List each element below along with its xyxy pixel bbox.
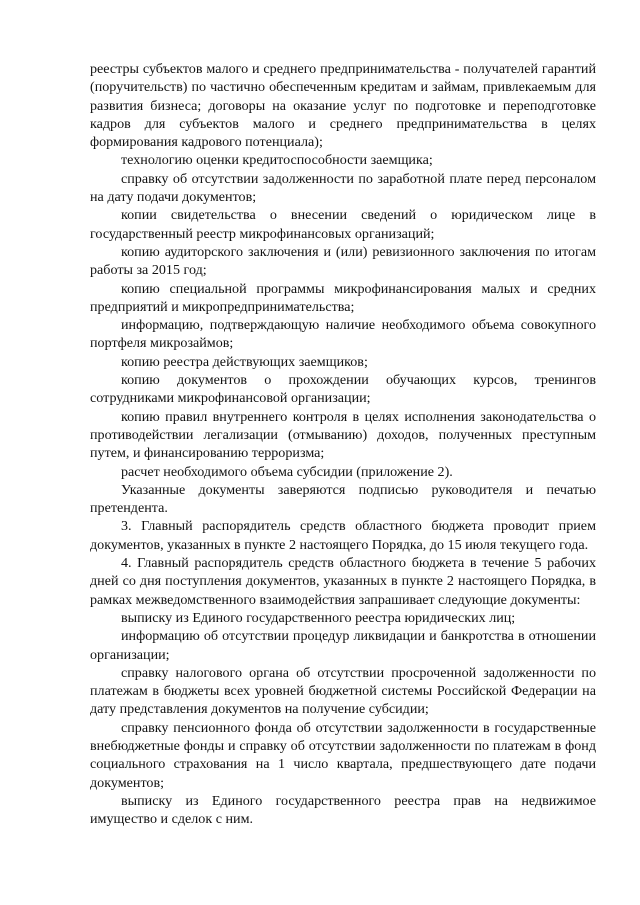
paragraph-portfolio-info: информацию, подтверждающую наличие необходимого объема совокупного портфеля микрозаймов; — [90, 317, 596, 352]
paragraph-item-4: 4. Главный распорядитель средств областного бюджета в течение 5 рабочих дней со дня поступления документов, указанных в пункте 2 настоящего Порядка, в рамках межведомственного взаимодействия запрашивает следующие документы: — [90, 555, 596, 608]
paragraph-registry-certificate: копии свидетельства о внесении сведений о юридическом лице в государственный реестр микрофинансовых организаций; — [90, 207, 596, 242]
paragraph-audit-conclusion: копию аудиторского заключения и (или) ревизионного заключения по итогам работы за 2015 год; — [90, 243, 596, 279]
paragraph-item-3: 3. Главный распорядитель средств областного бюджета проводит прием документов, указанных в пункте 2 настоящего Порядка, до 15 июля текущего года. — [90, 518, 596, 553]
paragraph-training-documents: копию документов о прохождении обучающих курсов, тренингов сотрудниками микрофинансовой организации; — [90, 372, 596, 407]
paragraph-subsidy-calculation: расчет необходимого объема субсидии (приложение 2). — [121, 463, 453, 480]
paragraph-tax-certificate: справку налогового органа об отсутствии просроченной задолженности по платежам в бюджеты всех уровней бюджетной системы Российской Федерации на дату представления документов на получение субсидии; — [90, 664, 596, 718]
paragraph-credit-assessment: технологию оценки кредитоспособности заемщика; — [121, 152, 433, 169]
paragraph-microfinance-program: копию специальной программы микрофинансирования малых и средних предприятий и микропредпринимательства; — [90, 280, 596, 315]
paragraph-liquidation-info: информацию об отсутствии процедур ликвидации и банкротства в отношении организации; — [90, 628, 596, 663]
paragraph-legal-entities-extract: выписку из Единого государственного реестра юридических лиц; — [121, 609, 516, 626]
document-page — [90, 60, 596, 828]
paragraph-borrowers-registry: копию реестра действующих заемщиков; — [121, 353, 368, 370]
paragraph-registries-continuation: реестры субъектов малого и среднего предпринимательства - получателей гарантий (поручительств) по частично обеспеченным кредитам и займам, привлекаемым для развития бизнеса; договоры на оказание услуг по подготовке и переподготовке кадров для субъектов малого и среднего предпринимательства в целях формирования кадрового потенциала); — [90, 61, 596, 151]
paragraph-salary-debt-certificate: справку об отсутствии задолженности по заработной плате перед персоналом на дату подачи документов; — [90, 170, 596, 206]
paragraph-certification-note: Указанные документы заверяются подписью руководителя и печатью претендента. — [90, 481, 596, 517]
paragraph-real-estate-extract: выписку из Единого государственного реестра прав на недвижимое имущество и сделок с ним. — [90, 792, 596, 828]
paragraph-internal-control-rules: копию правил внутреннего контроля в целях исполнения законодательства о противодействии легализации (отмыванию) доходов, полученных преступным путем, и финансированию терроризма; — [90, 408, 596, 462]
paragraph-pension-fund-certificate: справку пенсионного фонда об отсутствии задолженности в государственные внебюджетные фонды и справку об отсутствии задолженности по платежам в фонд социального страхования на 1 число квартала, предшествующего дате подачи документов; — [90, 719, 596, 791]
